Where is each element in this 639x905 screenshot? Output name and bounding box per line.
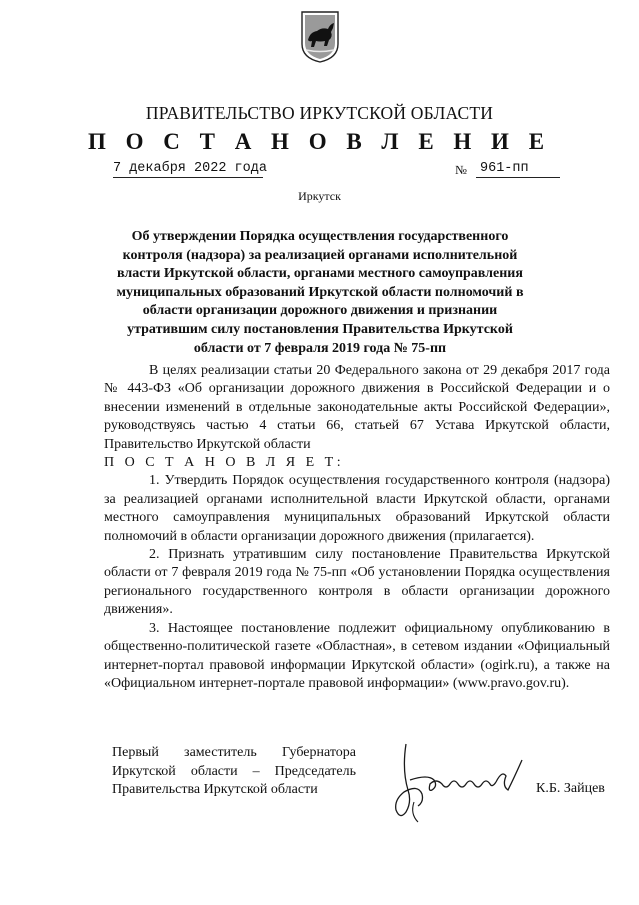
document-type-title: П О С Т А Н О В Л Е Н И Е (87, 129, 552, 154)
decides-heading: П О С Т А Н О В Л Я Е Т: (104, 455, 345, 471)
irkutsk-coat-of-arms-icon (300, 10, 340, 64)
decree-item-1: 1. Утвердить Порядок осуществления государственного контроля (надзора) за реализацией органами исполнительной власти Иркутской области, органами местного самоуправления муниципальных образований Иркутской области полномочий в области организации дорожного движения (прилагается). (104, 473, 610, 544)
document-number: 961-пп (476, 161, 560, 178)
signer-name: К.Б. Зайцев (536, 781, 605, 796)
decree-item-2: 2. Признать утратившим силу постановление Правительства Иркутской области от 7 февраля 2019 года № 75-пп «Об установлении Порядка осуществления регионального государственного контроля в области организации дорожного движения». (104, 547, 610, 618)
signer-position-line: Иркутской области – Председатель (112, 763, 356, 779)
government-name: ПРАВИТЕЛЬСТВО ИРКУТСКОЙ ОБЛАСТИ (145, 103, 494, 123)
document-body (104, 362, 610, 693)
document-subject: Об утверждении Порядка осуществления государственного контроля (надзора) за реализацией органами исполнительной власти Иркутской области, органами местного самоуправления муниципальных образований Иркутской области полномочий в области организации дорожного движения и признании утратившим силу постановления Правительства Иркутской области от 7 февраля 2019 года № 75-пп (116, 229, 524, 356)
preamble-paragraph: В целях реализации статьи 20 Федерального закона от 29 декабря 2017 года № 443-ФЗ «Об организации дорожного движения в Российской Федерации и о внесении изменений в отдельные законодательные акты Российской Федерации», руководствуясь частью 4 статьи 66, статьей 67 Устава Иркутской области, Правительство Иркутской области (104, 363, 610, 452)
signer-position-line: Правительства Иркутской области (112, 782, 318, 798)
document-date: 7 декабря 2022 года (113, 161, 267, 176)
number-label: № (455, 163, 467, 177)
decree-item-3: 3. Настоящее постановление подлежит официальному опубликованию в общественно-политической газете «Областная», в сетевом издании «Официальный интернет-портал правовой информации Иркутской области» (ogirk.ru), а также на «Официальном интернет-портале правовой информации» (www.pravo.gov.ru). (104, 620, 610, 691)
handwritten-signature-icon (388, 740, 526, 830)
signer-position-line: Первый заместитель Губернатора (112, 745, 356, 760)
signer-position (112, 744, 356, 800)
city-name: Иркутск (298, 189, 341, 203)
